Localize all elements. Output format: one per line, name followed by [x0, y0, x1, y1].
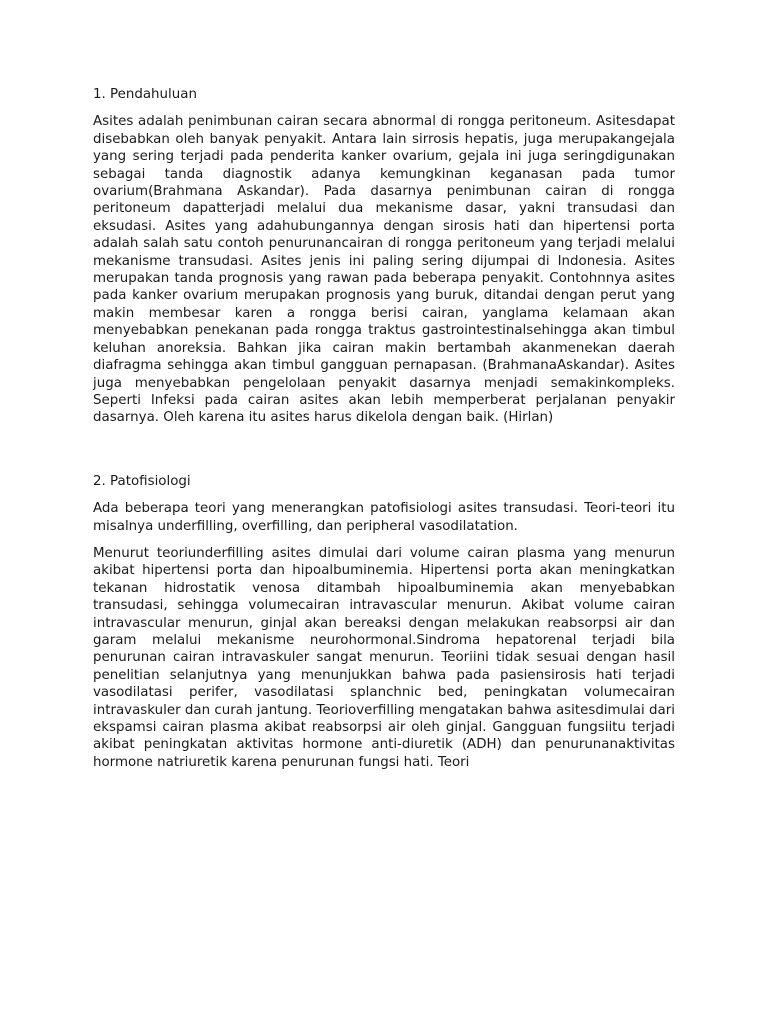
document-page — [93, 86, 675, 781]
section-2-heading: 2. Patofisiologi — [93, 473, 191, 489]
section-2-paragraph-2: Menurut teoriunderfilling asites dimulai dari volume cairan plasma yang menurun akibat hipertensi porta dan hipoalbuminemia. Hipertensi porta akan meningkatkan tekanan hidrostatik venosa ditambah hipoalbuminemia akan menyebabkan transudasi, sehingga volumecairan intravascular menurun. Akibat volume cairan intravascular menurun, ginjal akan bereaksi dengan melakukan reabsorpsi air dan garam melalui mekanisme neurohormonal.Sindroma hepatorenal terjadi bila penurunan cairan intravaskuler sangat menurun. Teoriini tidak sesuai dengan hasil penelitian selanjutnya yang menunjukkan bahwa pada pasiensirosis hati terjadi vasodilatasi perifer, vasodilatasi splanchnic bed, peningkatan volumecairan intravaskuler dan curah jantung. Teorioverfilling mengatakan bahwa asitesdimulai dari ekspamsi cairan plasma akibat reabsorpsi air oleh ginjal. Gangguan fungsiitu terjadi akibat peningkatan aktivitas hormone anti-diuretik (ADH) dan penurunanaktivitas hormone natriuretik karena penurunan fungsi hati. Teori — [93, 545, 675, 770]
section-1-paragraph-1: Asites adalah penimbunan cairan secara abnormal di rongga peritoneum. Asitesdapat disebabkan oleh banyak penyakit. Antara lain sirrosis hepatis, juga merupakangejala yang sering terjadi pada penderita kanker ovarium, gejala ini juga seringdigunakan sebagai tanda diagnostik adanya kemungkinan keganasan pada tumor ovarium(Brahmana Askandar). Pada dasarnya penimbunan cairan di rongga peritoneum dapatterjadi melalui dua mekanisme dasar, yakni transudasi dan eksudasi. Asites yang adahubungannya dengan sirosis hati dan hipertensi porta adalah salah satu contoh penurunancairan di rongga peritoneum yang terjadi melalui mekanisme transudasi. Asites jenis ini paling sering dijumpai di Indonesia. Asites merupakan tanda prognosis yang rawan pada beberapa penyakit. Contohnnya asites pada kanker ovarium merupakan prognosis yang buruk, ditandai dengan perut yang makin membesar karen a rongga berisi cairan, yanglama kelamaan akan menyebabkan penekanan pada rongga traktus gastrointestinalsehingga akan timbul keluhan anoreksia. Bahkan jika cairan makin bertambah akanmenekan daerah diafragma sehingga akan timbul gangguan pernapasan. (BrahmanaAskandar). Asites juga menyebabkan pengelolaan penyakit dasarnya menjadi semakinkompleks. Seperti Infeksi pada cairan asites akan lebih memperberat perjalanan penyakir dasarnya. Oleh karena itu asites harus dikelola dengan baik. (Hirlan) — [93, 114, 675, 426]
section-spacer — [93, 437, 675, 473]
section-1-heading: 1. Pendahuluan — [93, 87, 197, 102]
section-2-paragraph-1: Ada beberapa teori yang menerangkan patofisiologi asites transudasi. Teori-teori itu misalnya underfilling, overfilling, dan peripheral vasodilatation. — [93, 501, 675, 534]
